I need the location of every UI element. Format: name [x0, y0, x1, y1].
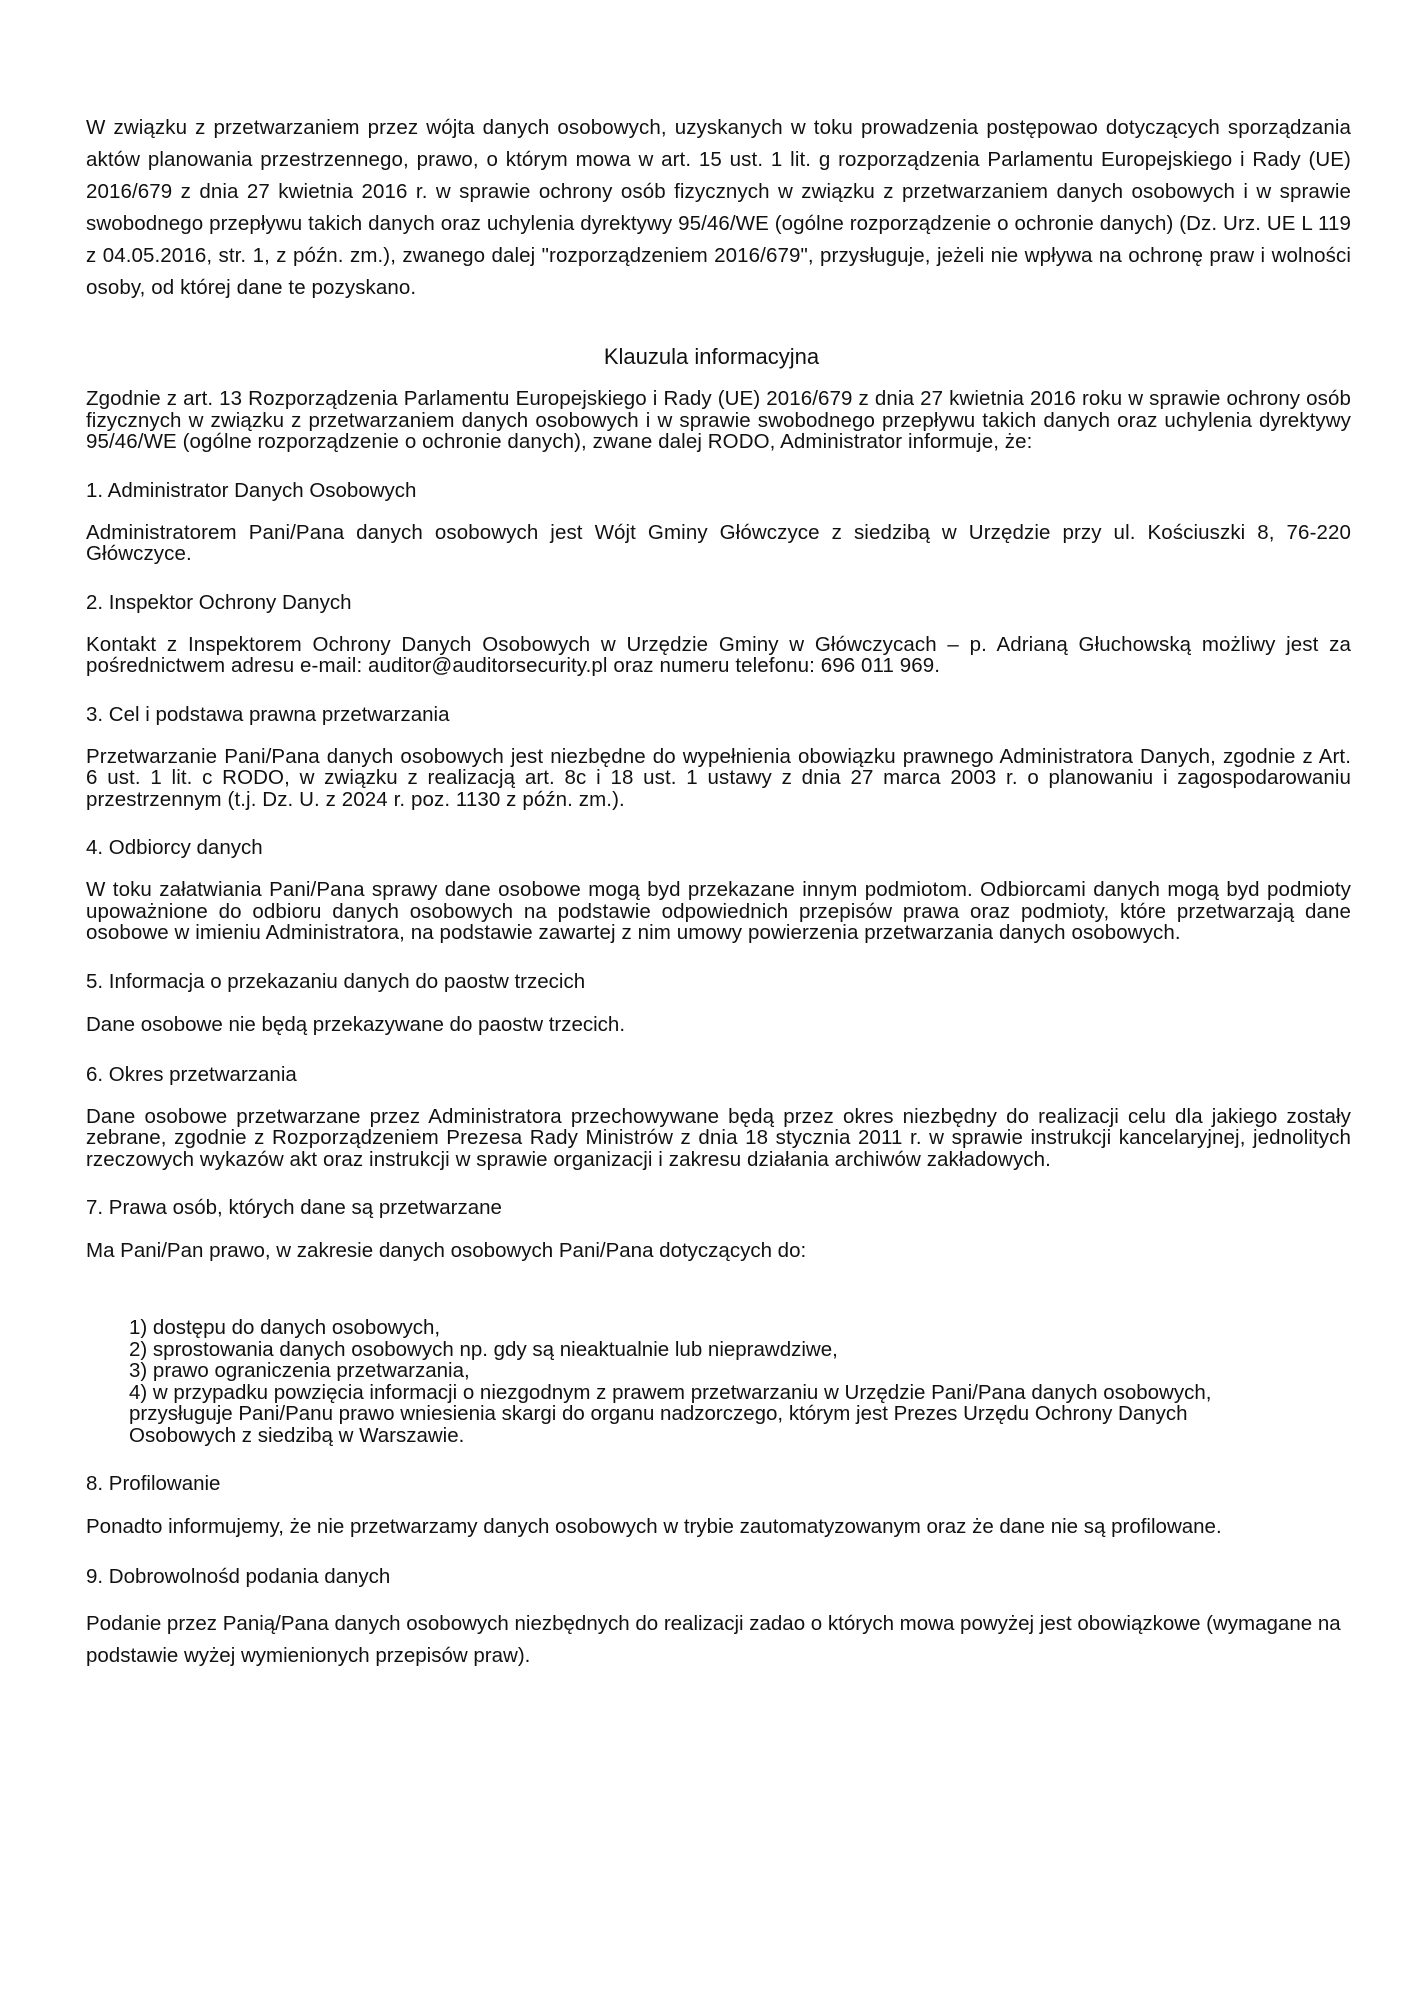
section-body-administrator: Administratorem Pani/Pana danych osobowych jest Wójt Gminy Główczyce z siedzibą w Urzędzie przy ul. Kościuszki 8, 76-220 Główczyce. — [86, 520, 1351, 565]
section-body-retention: Dane osobowe przetwarzane przez Administratora przechowywane będą przez okres niezbędny do realizacji celu dla jakiego zostały zebrane, zgodnie z Rozporządzeniem Prezesa Rady Ministrów z dnia 18 stycznia 2011 r. w sprawie instrukcji kancelaryjnej, jednolitych rzeczowych wykazów akt oraz instrukcji w sprawie organizacji i zakresu działania archiwów zakładowych. — [86, 1104, 1351, 1171]
section-title-profiling: 8. Profilowanie — [86, 1472, 221, 1495]
list-item: przysługuje Pani/Panu prawo wniesienia skargi do organu nadzorczego, którym jest Prezes Urzędu Ochrony Danych — [129, 1402, 1188, 1425]
section-title-recipients: 4. Odbiorcy danych — [86, 836, 263, 859]
section-body-third-countries: Dane osobowe nie będą przekazywane do paostw trzecich. — [86, 1012, 626, 1036]
document-page — [86, 112, 1351, 1672]
list-item: 2) sprostowania danych osobowych np. gdy są nieaktualnie lub nieprawdziwe, — [129, 1337, 838, 1361]
section-body-voluntary: Podanie przez Panią/Pana danych osobowych niezbędnych do realizacji zadao o których mowa powyżej jest obowiązkowe (wymagane na podstawie wyżej wymienionych przepisów praw). — [86, 1612, 1341, 1667]
section-body-profiling: Ponadto informujemy, że nie przetwarzamy danych osobowych w trybie zautomatyzowanym oraz że dane nie są profilowane. — [86, 1515, 1222, 1538]
section-title-inspector: 2. Inspektor Ochrony Danych — [86, 590, 352, 614]
list-item: Osobowych z siedzibą w Warszawie. — [129, 1423, 465, 1447]
preamble-paragraph: Zgodnie z art. 13 Rozporządzenia Parlamentu Europejskiego i Rady (UE) 2016/679 z dnia 27 kwietnia 2016 roku w sprawie ochrony osób fizycznych w związku z przetwarzaniem danych osobowych i w sprawie swobodnego przepływu takich danych oraz uchylenia dyrektywy 95/46/WE (ogólne rozporządzenie o ochronie danych), zwane dalej RODO, Administrator informuje, że: — [86, 387, 1351, 453]
section-title-purpose: 3. Cel i podstawa prawna przetwarzania — [86, 702, 450, 726]
intro-paragraph: W związku z przetwarzaniem przez wójta danych osobowych, uzyskanych w toku prowadzenia postępowao dotyczących sporządzania aktów planowania przestrzennego, prawo, o którym mowa w art. 15 ust. 1 lit. g rozporządzenia Parlamentu Europejskiego i Rady (UE) 2016/679 z dnia 27 kwietnia 2016 r. w sprawie ochrony osób fizycznych w związku z przetwarzaniem danych osobowych i w sprawie swobodnego przepływu takich danych oraz uchylenia dyrektywy 95/46/WE (ogólne rozporządzenie o ochronie danych) (Dz. Urz. UE L 119 z 04.05.2016, str. 1, z późn. zm.), zwanego dalej "rozporządzeniem 2016/679", przysługuje, jeżeli nie wpływa na ochronę praw i wolności osoby, od której dane te pozyskano. — [86, 116, 1351, 299]
section-title-third-countries: 5. Informacja o przekazaniu danych do paostw trzecich — [86, 969, 586, 993]
section-body-inspector: Kontakt z Inspektorem Ochrony Danych Osobowych w Urzędzie Gminy w Główczycach – p. Adrianą Głuchowską możliwy jest za pośrednictwem adresu e-mail: auditor@auditorsecurity.pl oraz numeru telefonu: 696 011 969. — [86, 632, 1351, 677]
list-item: 4) w przypadku powzięcia informacji o niezgodnym z prawem przetwarzaniu w Urzędzie Pani/Pana danych osobowych, — [129, 1380, 1212, 1404]
section-title-retention: 6. Okres przetwarzania — [86, 1062, 297, 1086]
section-title-rights: 7. Prawa osób, których dane są przetwarzane — [86, 1196, 502, 1219]
section-title-voluntary: 9. Dobrowolnośd podania danych — [86, 1565, 391, 1588]
list-item: 3) prawo ograniczenia przetwarzania, — [129, 1359, 470, 1382]
rights-list — [129, 1317, 1351, 1446]
section-title-administrator: 1. Administrator Danych Osobowych — [86, 478, 417, 502]
list-item: 1) dostępu do danych osobowych, — [129, 1316, 441, 1339]
section-body-purpose: Przetwarzanie Pani/Pana danych osobowych jest niezbędne do wypełnienia obowiązku prawnego Administratora Danych, zgodnie z Art. 6 ust. 1 lit. c RODO, w związku z realizacją art. 8c i 18 ust. 1 ustawy z dnia 27 marca 2003 r. o planowaniu i zagospodarowaniu przestrzennym (t.j. Dz. U. z 2024 r. poz. 1130 z późn. zm.). — [86, 744, 1351, 811]
document-heading: Klauzula informacyjna — [603, 344, 820, 369]
section-body-recipients: W toku załatwiania Pani/Pana sprawy dane osobowe mogą byd przekazane innym podmiotom. Odbiorcami danych mogą byd podmioty upoważnione do odbioru danych osobowych na podstawie odpowiednich przepisów prawa oraz podmioty, które przetwarzają dane osobowe w imieniu Administratora, na podstawie zawartej z nim umowy powierzenia przetwarzania danych osobowych. — [86, 878, 1351, 944]
section-body-rights: Ma Pani/Pan prawo, w zakresie danych osobowych Pani/Pana dotyczących do: — [86, 1239, 807, 1262]
